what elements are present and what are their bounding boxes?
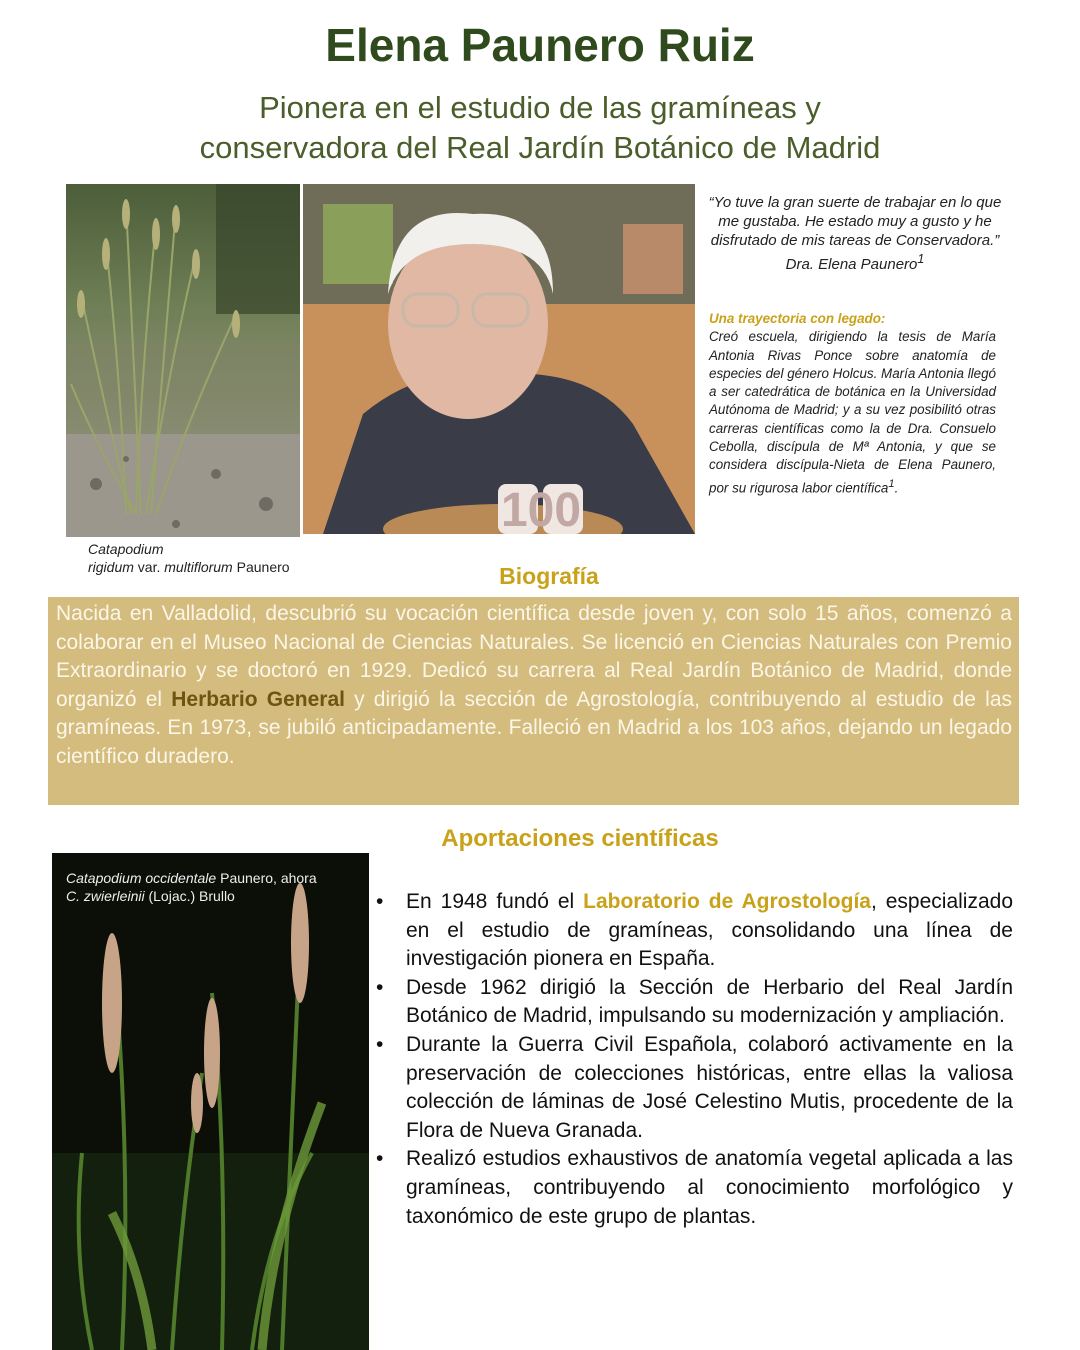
grass-spikelets-photo: [52, 853, 369, 1350]
grass-plant-photo: [66, 184, 300, 537]
legacy-heading: Una trayectoria con legado:: [709, 311, 886, 326]
subtitle-line-1: Pionera en el estudio de las gramíneas y: [259, 90, 821, 125]
list-item: • Durante la Guerra Civil Española, colaboró activamente en la preservación de colecciones históricas, entre ellas la valiosa colección de láminas de José Celestino Mutis, procedente de la Flora de Nueva Granada.: [373, 1031, 1013, 1145]
quote-block: [706, 193, 1004, 274]
biography-text: Nacida en Valladolid, descubrió su vocación científica desde joven y, con solo 15 años, comenzó a colaborar en el Museo Nacional de Ciencias Naturales. Se licenció en Ciencias Naturales con Premio Extraordinario y se doctoró en 1929. Dedicó su carrera al Real Jardín Botánico de Madrid, donde organizó el Herbario General y dirigió la sección de Agrostología, contribuyendo al estudio de las gramíneas. En 1973, se jubiló anticipadamente. Falleció en Madrid a los 103 años, dejando un legado científico duradero.: [56, 602, 1012, 768]
herbario-highlight: Herbario General: [171, 687, 345, 711]
quote-text: “Yo tuve la gran suerte de trabajar en lo que me gustaba. He estado muy a gusto y he disfrutado de mis tareas de Conservadora.” Dra. Elena Paunero: [708, 194, 1002, 273]
portrait-photo: [303, 184, 695, 534]
quote-footnote: 1: [917, 252, 925, 266]
page-title: Elena Paunero Ruiz: [325, 19, 755, 71]
subtitle-line-2: conservadora del Real Jardín Botánico de Madrid: [199, 130, 881, 165]
legacy-footnote: 1: [888, 477, 895, 490]
plant1-caption: Catapodium rigidum var. multiflorum Paunero: [88, 541, 290, 575]
list-item: • Realizó estudios exhaustivos de anatomía vegetal aplicada a las gramíneas, contribuyendo al conocimiento morfológico y taxonómico de este grupo de plantas.: [373, 1145, 1013, 1231]
list-item: • Desde 1962 dirigió la Sección de Herbario del Real Jardín Botánico de Madrid, impulsando su modernización y ampliación.: [373, 974, 1013, 1031]
laboratorio-highlight: Laboratorio de Agrostología: [583, 890, 871, 913]
contributions-heading: Aportaciones científicas: [441, 825, 719, 852]
page-subtitle: [60, 88, 1020, 168]
legacy-text: Creó escuela, dirigiendo la tesis de María Antonia Rivas Ponce sobre anatomía de especies del género Holcus. María Antonia llegó a ser catedrática de botánica en la Universidad Autónoma de Madrid; y a su vez posibilitó otras carreras científicas como la de Dra. Consuelo Cebolla, discípula de Mª Antonia, y que se considera discípula-Nieta de Elena Paunero, por su rigurosa labor científica: [709, 329, 996, 496]
contributions-list: [373, 888, 1013, 1231]
legacy-block: Una trayectoria con legado: Creó escuela, dirigiendo la tesis de María Antonia Rivas Ponce sobre anatomía de especies del género Holcus. María Antonia llegó a ser catedrática de botánica en la Universidad Autónoma de Madrid; y a su vez posibilitó otras carreras científicas como la de Dra. Consuelo Cebolla, discípula de Mª Antonia, y que se considera discípula-Nieta de Elena Paunero, por su rigurosa labor científica$^1$.: [709, 311, 996, 496]
list-item: • En 1948 fundó el Laboratorio de Agrostología, especializado en el estudio de gramíneas, consolidando una línea de investigación pionera en España.: [373, 888, 1013, 974]
candle-number: 100: [500, 484, 582, 534]
plant2-caption: Catapodium occidentale Paunero, ahora C. zwierleinii (Lojac.) Brullo: [66, 870, 317, 904]
biography-heading: Biografía: [499, 563, 599, 589]
